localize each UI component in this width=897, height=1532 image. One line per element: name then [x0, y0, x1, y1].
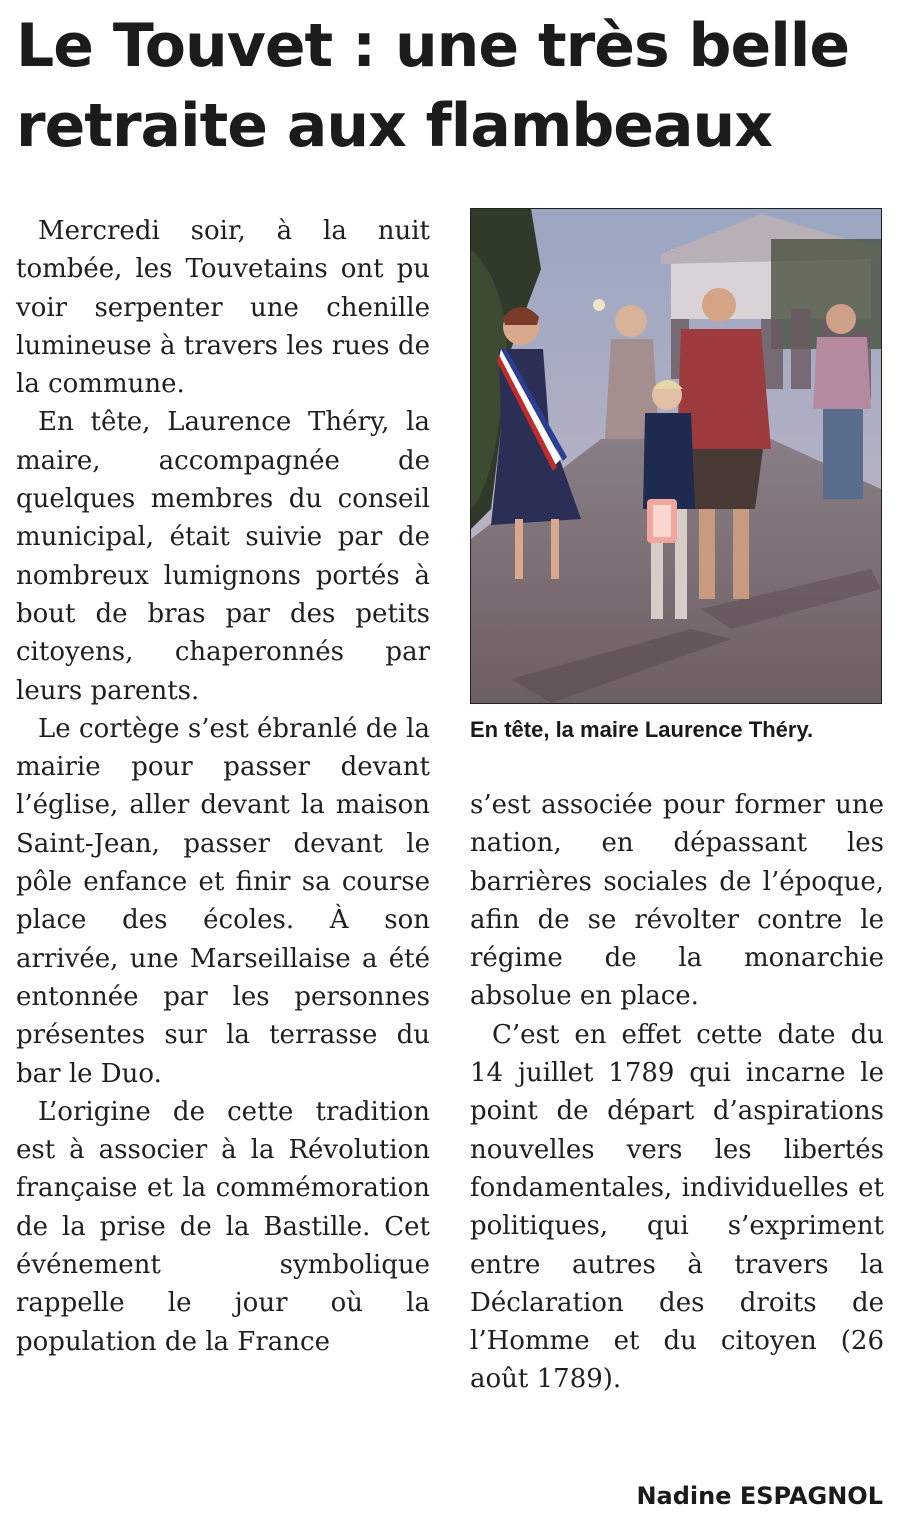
paragraph: C’est en effet cette date du 14 juillet 1789 qui incarne le point de départ d’aspirations nouvelles vers les libertés fondamentales, individuelles et politiques, qui s’expriment entre autres à travers la Déclaration des droits de l’Homme et du citoyen (26 août 1789). [470, 1019, 884, 1395]
paragraph: Mercredi soir, à la nuit tombée, les Touvetains ont pu voir serpenter une chenille lumineuse à travers les rues de la commune. [16, 216, 430, 400]
procession-photo-illustration [471, 209, 881, 703]
article-headline: Le Touvet : une très belle retraite aux flambeaux [16, 11, 850, 161]
photo-caption: En tête, la maire Laurence Théry. [470, 717, 814, 742]
article-photo [470, 208, 882, 704]
paragraph: Le cortège s’est ébranlé de la mairie pour passer devant l’église, aller devant la maison Saint-Jean, passer devant le pôle enfance et finir sa course place des écoles. À son arrivée, une Marseillaise a été entonnée par les personnes présentes sur la terrasse du bar le Duo. [16, 713, 430, 1089]
paragraph: L’origine de cette tradition est à associer à la Révolution française et la commémoration de la prise de la Bastille. Cet événement symbolique rappelle le jour où la population de la France [16, 1096, 430, 1357]
author-byline: Nadine ESPAGNOL [636, 1482, 883, 1510]
article-column-right [470, 786, 884, 1399]
paragraph: s’est associée pour former une nation, en dépassant les barrières sociales de l’époque, afin de se révolter contre le régime de la monarchie absolue en place. [470, 790, 884, 1012]
paragraph: En tête, Laurence Théry, la maire, accompagnée de quelques membres du conseil municipal, était suivie par de nombreux lumignons portés à bout de bras par des petits citoyens, chaperonnés par leurs parents. [16, 407, 430, 706]
article-column-left [16, 212, 430, 1361]
